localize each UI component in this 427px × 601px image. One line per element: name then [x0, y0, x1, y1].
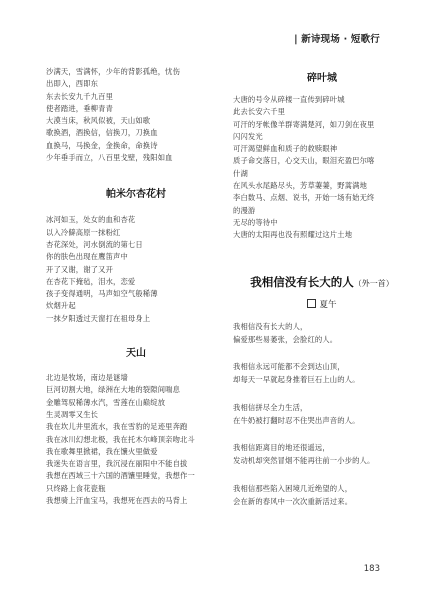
- poem-line: 发动机却突然冒烟不能再往前一小步的人。: [233, 456, 375, 466]
- poem-line: 偏爱那些易萎张，会脸红的人。: [233, 334, 338, 344]
- poem-line: 炊烟升起: [46, 301, 76, 311]
- poem-line: 我想骑上汗血宝马，我想死在西去的马背上: [46, 496, 188, 506]
- page-number: 183: [363, 564, 380, 574]
- poem-line: 却每天一早就起身推着巨石上山的人。: [233, 375, 360, 385]
- poem-line: 歌换酒，酒换信，信换刀，刀换血: [46, 128, 158, 138]
- poem-believe: [233, 320, 411, 508]
- poem-line: 我相信永远可能都不会到达山顶，: [233, 362, 345, 372]
- poem-line: 大漠当床，秋风似被，天山如歌: [46, 116, 151, 126]
- stanza: [233, 360, 411, 386]
- poem-pamir: [46, 214, 226, 325]
- poem-title-subtitle: （外一首）: [353, 278, 394, 288]
- poem-line: 北边是牧场，南边是谜墙: [46, 373, 128, 383]
- poem-line: 金雕驾驭稀薄水汽，雪莲在山巅绽放: [46, 397, 166, 407]
- poem-line: 可汗的牙帐像羊群寄满楚河，如刀剑在夜里: [233, 119, 375, 129]
- poem-line: 我相信距离目的地还很遥远，: [233, 443, 330, 453]
- poem-line: 冰河如玉，处女的血和杏花: [46, 215, 136, 225]
- author-box-icon: [307, 299, 316, 308]
- poem-line: 沙满天，雪满怀，少年的背影孤绝，忧伤: [46, 67, 181, 76]
- poem-line: 无尽的等待中: [233, 217, 278, 227]
- poem-line: 我在冰川幻想北极，我在托木尔峰顶亲吻北斗: [46, 434, 195, 444]
- stanza: [233, 320, 411, 346]
- poem-line: 什湖: [233, 168, 248, 178]
- running-header: [294, 31, 380, 45]
- poem-line: 一抹夕阳透过天窗打在祖母身上: [46, 313, 151, 323]
- poem-line: 杏花深处，河水倒流的第七日: [46, 239, 143, 249]
- poem-line: 我迷失在语言里，我沉浸在丽阳中不能自拔: [46, 459, 188, 469]
- poem-line: 东去长安九千九百里: [46, 91, 114, 101]
- poem-line: 少年垂手而立，八百里戈壁，残阳如血: [46, 153, 173, 163]
- poem-line: 会在新的春风中一次次重新活过来。: [233, 496, 353, 506]
- poem-line: 我在歌舞里掀裙，我在馕火里做爱: [46, 446, 158, 456]
- poem-line: 生灵凋零又生长: [46, 409, 99, 419]
- poem-line: 我相信那些陷入困境几近绝望的人，: [233, 483, 353, 493]
- poem-line: 李白数马、点烟、说书，开始一场有始无终: [233, 193, 375, 203]
- poem-line: 我相信没有长大的人，: [233, 321, 308, 331]
- right-column: [233, 66, 411, 522]
- poem-line: 此去长安六千里: [233, 107, 286, 117]
- poem-line: 我在坎儿井里流水，我在雪豹的足迹里奔跑: [46, 422, 188, 432]
- section-title-suiye: 碎叶城: [307, 73, 337, 84]
- poem-line: 质子命交落日，心交天山，眼泪充盈巴尔喀: [233, 156, 375, 166]
- poem-line: 可汗渴望鲜血和质子的救赎眼神: [233, 144, 338, 154]
- poem-title-main: [233, 274, 411, 290]
- poem-line: 开了又谢，谢了又开: [46, 264, 114, 274]
- header-title: 新诗现场 · 短歌行: [301, 34, 380, 45]
- poem-line: 在杏花下掩毡，泪水，恋爱: [46, 276, 136, 286]
- poem-line: 孩子变得通明，马声如空气般稀薄: [46, 289, 158, 299]
- poem-line: 使者踏进，垂柳青青: [46, 103, 114, 113]
- poem-line: 在风头水尾路尽头，芳草萋萋，野蒿满地: [233, 181, 368, 191]
- intro-poem: [46, 66, 226, 164]
- poem-line: 我想在西域三十六国的酒馕里睡觉，我想作一: [46, 471, 195, 481]
- section-title-tianshan: 天山: [126, 348, 146, 360]
- poem-title-text: 我相信没有长大的人: [250, 274, 354, 289]
- author-name: 夏午: [319, 299, 337, 310]
- section-title-pamir: 帕米尔杏花村: [106, 189, 166, 201]
- poem-line: 出即入，西即东: [46, 79, 99, 89]
- poem-line: 以入冷僻高原一抹粉红: [46, 227, 121, 237]
- stanza: [233, 441, 411, 467]
- poem-line: 巨河切割大地，绿洲在大地的裂隙间喘息: [46, 385, 181, 395]
- poem-line: 闪闪发光: [233, 131, 263, 141]
- poem-line: 你的肤色出现在鹰笛声中: [46, 252, 128, 262]
- poem-line: 的漫游: [233, 205, 256, 215]
- poem-line: 大唐的太阳再也没有照耀过这片土地: [233, 230, 353, 240]
- poem-suiye: [233, 94, 411, 242]
- poem-line: 血换马，马换金，金换命，命换诗: [46, 140, 158, 150]
- poem-line: 在牛奶被打翻时忍不住哭出声音的人。: [233, 415, 360, 425]
- stanza: [233, 482, 411, 508]
- stanza: [233, 401, 411, 427]
- left-column: [46, 66, 226, 507]
- poem-line: 大唐的号令从碎楼一直传到碎叶城: [233, 95, 345, 104]
- poem-line: 只终路上食花瓷瓶: [46, 483, 106, 493]
- poem-line: 我相信拼尽全力生活，: [233, 402, 308, 412]
- poem-tianshan: [46, 372, 226, 507]
- header-bar: |: [294, 34, 298, 45]
- author-line: [233, 298, 411, 310]
